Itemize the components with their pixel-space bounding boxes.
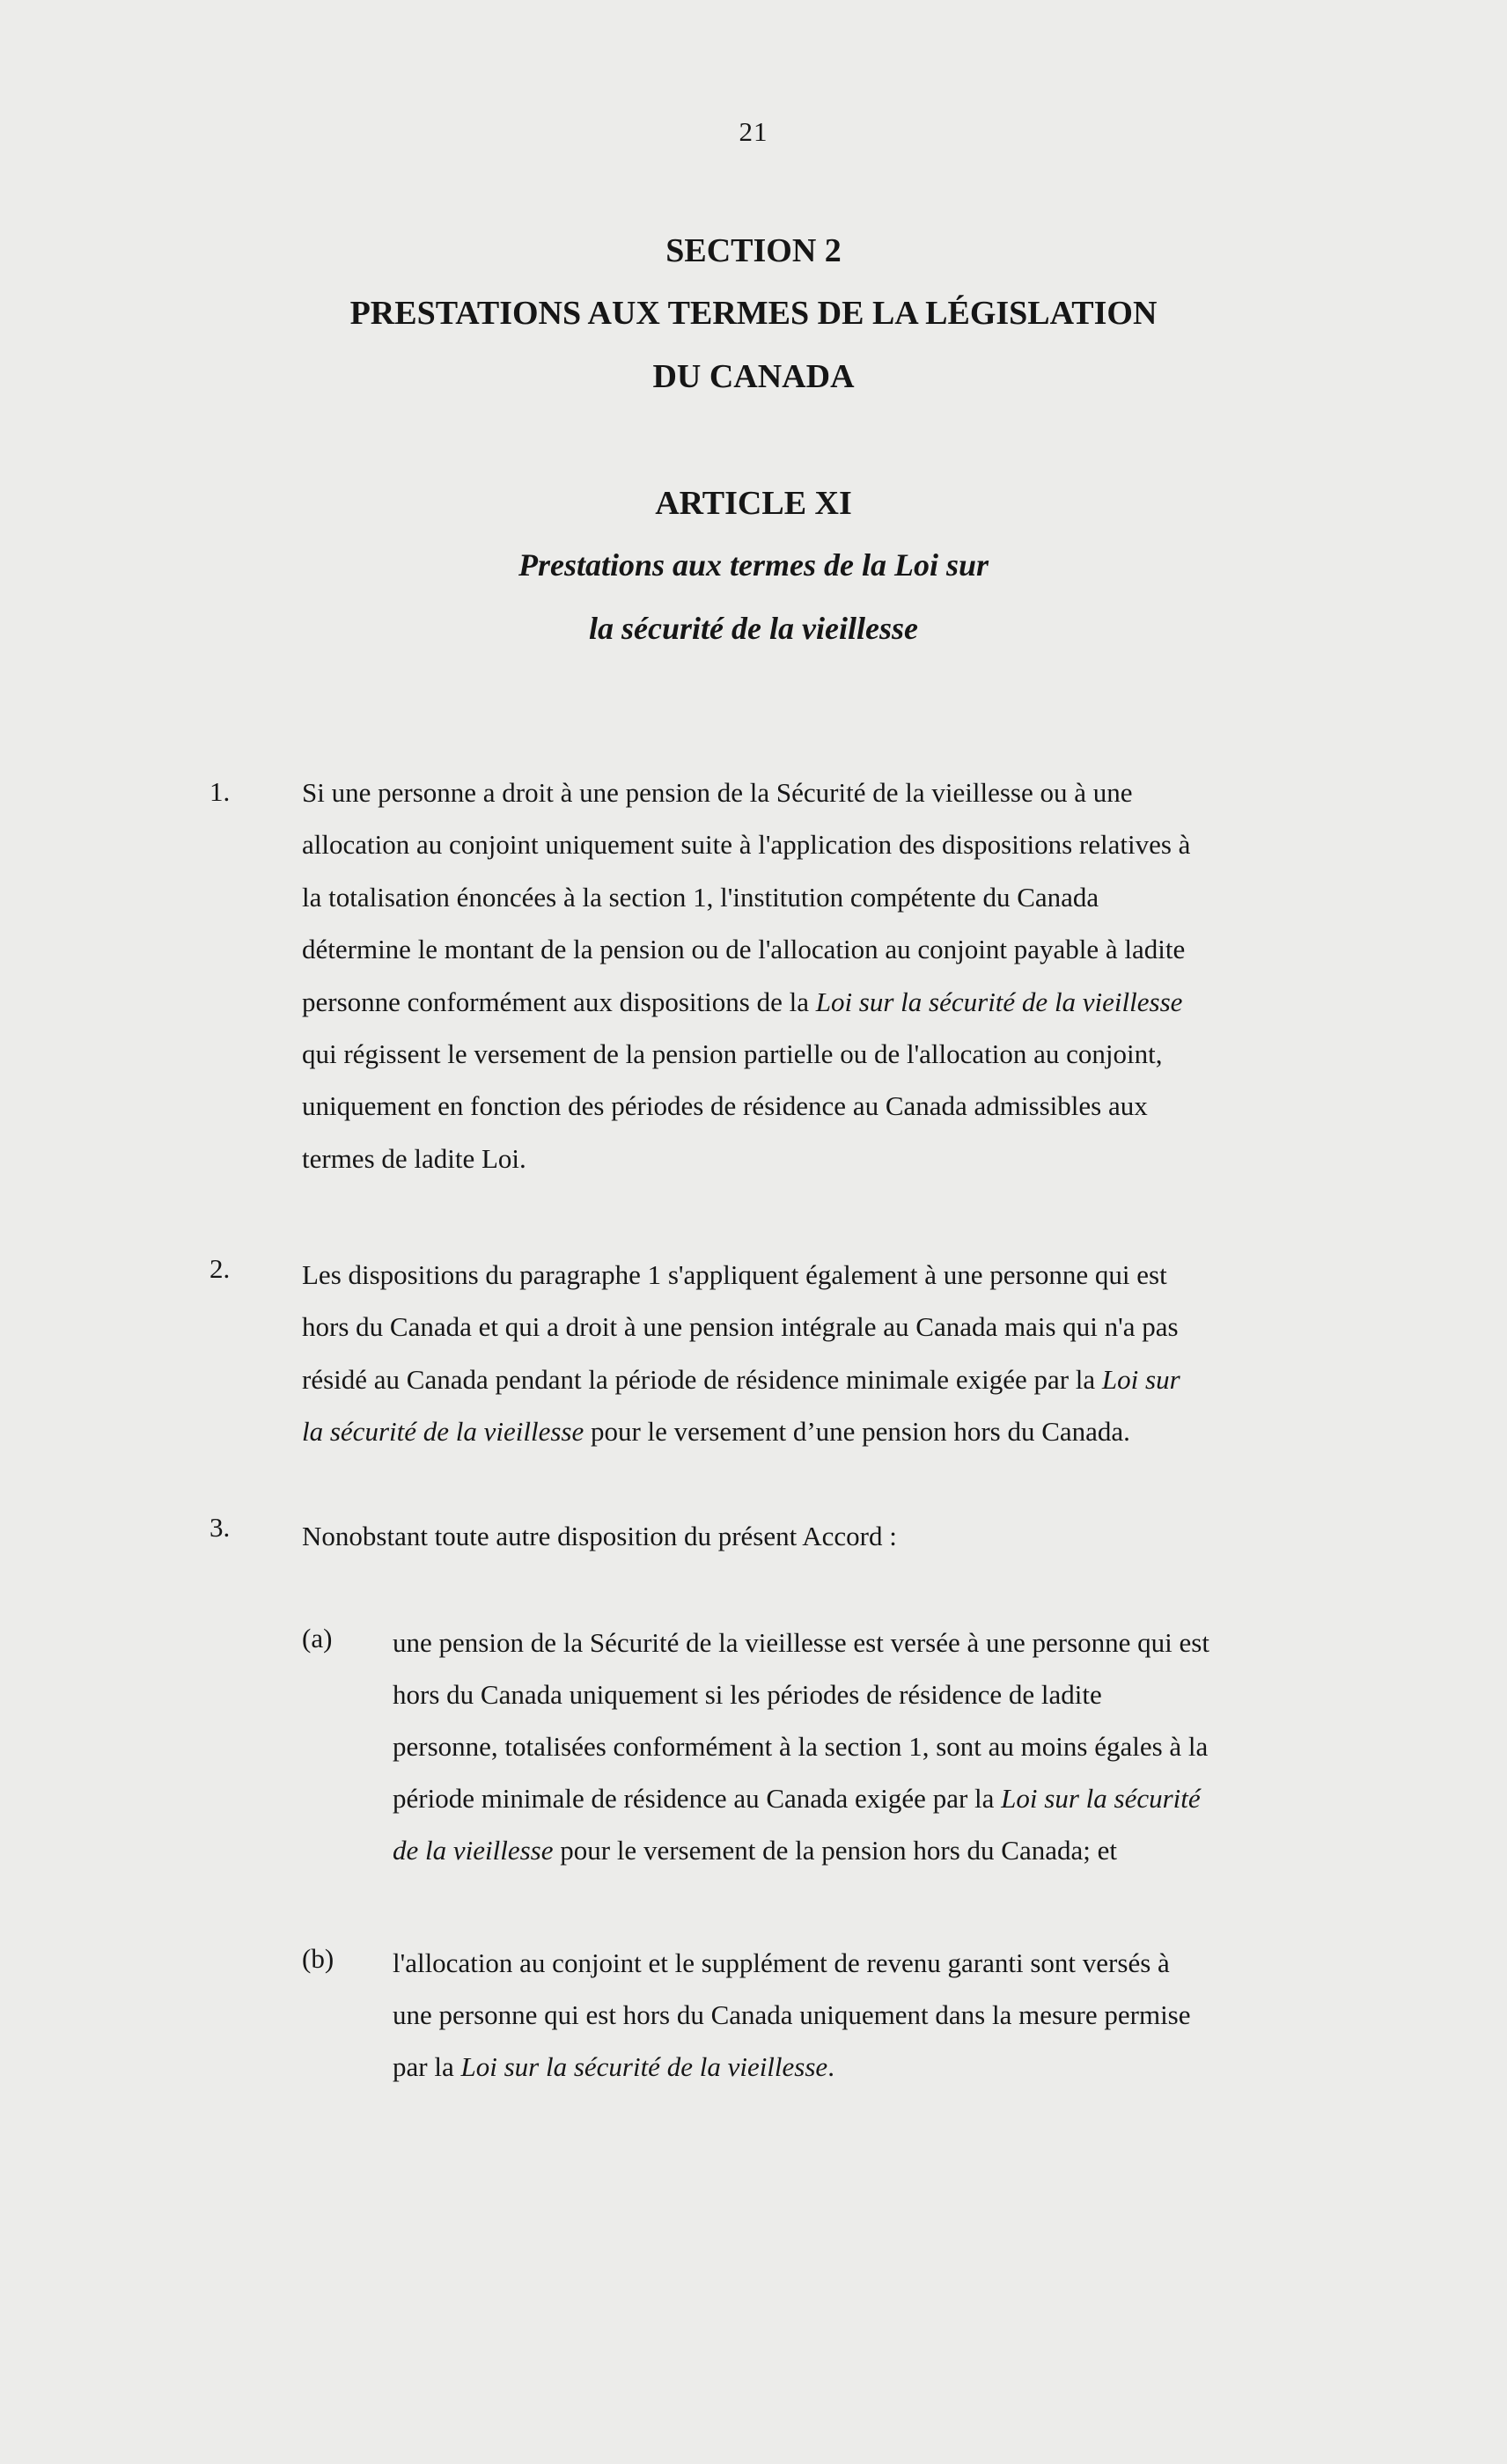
paragraph-number-1: 1.: [210, 776, 231, 807]
paragraph-1: [302, 766, 1297, 1184]
section-label: SECTION 2: [665, 232, 842, 269]
paragraph-number-3: 3.: [210, 1512, 231, 1543]
paragraph-1-line: détermine le montant de la pension ou de l'allocation au conjoint payable à ladite: [302, 934, 1186, 965]
paragraph-1-line: qui régissent le versement de la pension partielle ou de l'allocation au conjoint,: [302, 1038, 1163, 1070]
item-a-text: pour le versement de la pension hors du Canada; et: [553, 1835, 1117, 1866]
article-subtitle-line1: Prestations aux termes de la Loi sur: [518, 547, 989, 583]
item-label-a: (a): [302, 1623, 333, 1654]
law-title: Loi sur la sécurité: [1001, 1783, 1201, 1814]
law-title: Loi sur la sécurité de la vieillesse: [815, 986, 1183, 1017]
section-title-line1: PRESTATIONS AUX TERMES DE LA LÉGISLATION: [349, 295, 1158, 332]
law-title: Loi sur la sécurité de la vieillesse: [460, 2051, 828, 2082]
paragraph-2-line: [302, 1405, 1297, 1457]
item-a: [393, 1617, 1299, 1876]
paragraph-2: [302, 1249, 1297, 1458]
paragraph-1-line: allocation au conjoint uniquement suite à l'application des dispositions relatives à: [302, 829, 1191, 861]
paragraph-2-line: Les dispositions du paragraphe 1 s'appliquent également à une personne qui est: [302, 1259, 1167, 1290]
section-title-line2: DU CANADA: [652, 358, 855, 395]
article-label: ARTICLE XI: [655, 485, 852, 522]
item-a-line: personne, totalisées conformément à la section 1, sont au moins égales à la: [393, 1731, 1209, 1762]
paragraph-3-intro: Nonobstant toute autre disposition du présent Accord :: [302, 1521, 897, 1551]
item-label-b: (b): [302, 1943, 334, 1974]
item-a-line: [393, 1772, 1299, 1824]
paragraph-1-line: la totalisation énoncées à la section 1, l'institution compétente du Canada: [302, 881, 1099, 913]
law-title: Loi sur: [1101, 1363, 1180, 1395]
article-subtitle-line2: la sécurité de la vieillesse: [589, 611, 918, 646]
item-a-line: hors du Canada uniquement si les périodes de résidence de ladite: [393, 1679, 1102, 1710]
law-title: la sécurité de la vieillesse: [302, 1416, 584, 1448]
item-b-line: [393, 2041, 1299, 2093]
paragraph-number-2: 2.: [210, 1253, 231, 1284]
paragraph-1-line: [302, 976, 1297, 1028]
paragraph-2-text: résidé au Canada pendant la période de résidence minimale exigée par la: [302, 1363, 1102, 1395]
item-b: [393, 1937, 1299, 2093]
law-title: de la vieillesse: [393, 1835, 554, 1866]
paragraph-1-line: termes de ladite Loi.: [302, 1142, 526, 1174]
item-a-line: [393, 1824, 1299, 1876]
paragraph-2-line: hors du Canada et qui a droit à une pension intégrale au Canada mais qui n'a pas: [302, 1311, 1179, 1343]
paragraph-1-text: personne conformément aux dispositions de la: [302, 986, 816, 1017]
item-b-line: l'allocation au conjoint et le supplément de revenu garanti sont versés à: [393, 1947, 1170, 1978]
page-number: 21: [739, 116, 768, 147]
item-b-line: une personne qui est hors du Canada uniquement dans la mesure permise: [393, 1999, 1191, 2030]
paragraph-1-line: uniquement en fonction des périodes de résidence au Canada admissibles aux: [302, 1090, 1148, 1122]
item-a-text: période minimale de résidence au Canada exigée par la: [393, 1783, 1002, 1814]
item-a-line: une pension de la Sécurité de la vieillesse est versée à une personne qui est: [393, 1627, 1209, 1658]
item-b-text: par la: [393, 2051, 461, 2082]
item-b-text: .: [827, 2051, 834, 2082]
paragraph-2-text: pour le versement d’une pension hors du Canada.: [584, 1416, 1130, 1448]
paragraph-2-line: [302, 1353, 1297, 1405]
paragraph-1-line: Si une personne a droit à une pension de la Sécurité de la vieillesse ou à une: [302, 777, 1133, 808]
